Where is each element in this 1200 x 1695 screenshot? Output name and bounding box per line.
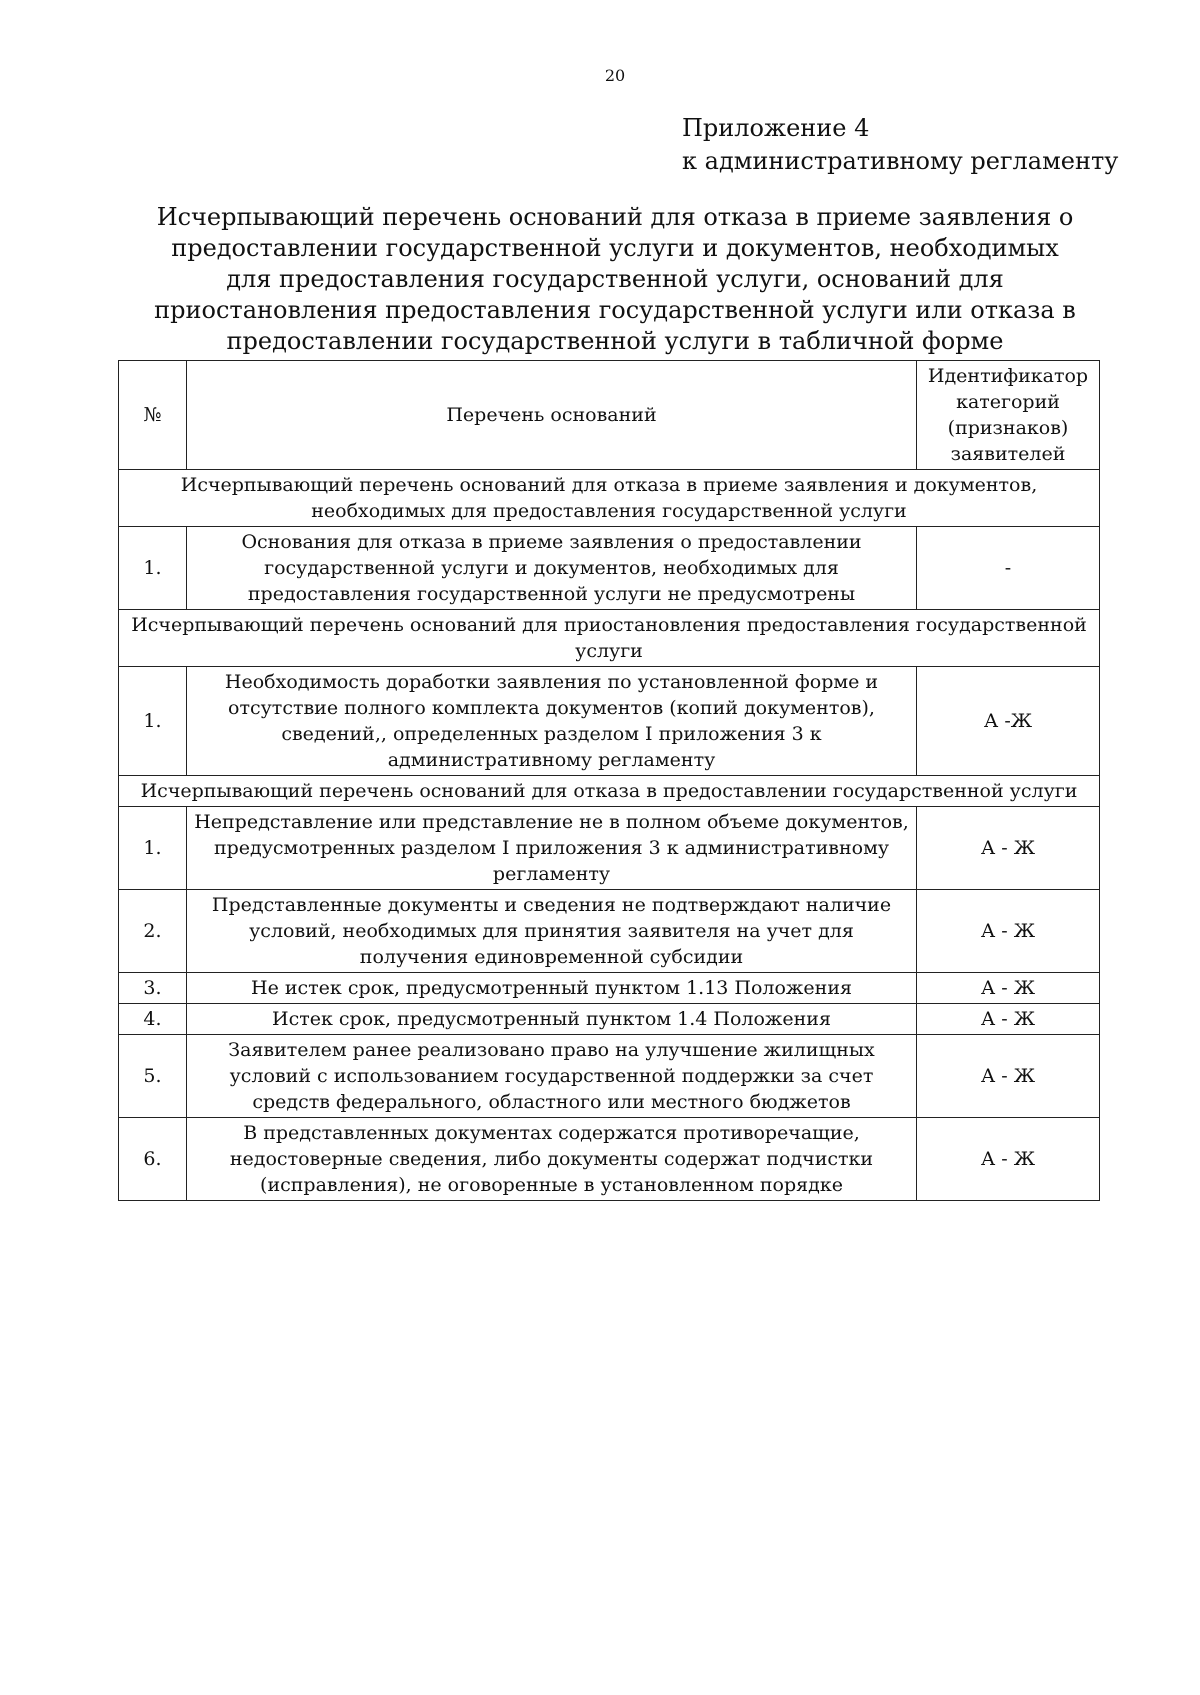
table-row bbox=[119, 1035, 1100, 1118]
row-num: 2. bbox=[119, 890, 187, 973]
header-identifier: Идентификатор категорий (признаков) заявителей bbox=[917, 361, 1100, 470]
section-title-row bbox=[119, 610, 1100, 667]
row-num: 6. bbox=[119, 1118, 187, 1201]
row-text: Не истек срок, предусмотренный пунктом 1.13 Положения bbox=[187, 973, 917, 1004]
table-row bbox=[119, 667, 1100, 776]
row-text: Истек срок, предусмотренный пунктом 1.4 Положения bbox=[187, 1004, 917, 1035]
row-num: 1. bbox=[119, 807, 187, 890]
row-text: Непредставление или представление не в полном объеме документов, предусмотренных разделом I приложения 3 к административному регламенту bbox=[187, 807, 917, 890]
header-reasons: Перечень оснований bbox=[187, 361, 917, 470]
row-text: Необходимость доработки заявления по установленной форме и отсутствие полного комплекта документов (копий документов), сведений,, определенных разделом I приложения 3 к административному регламенту bbox=[187, 667, 917, 776]
row-identifier: А -Ж bbox=[917, 667, 1100, 776]
page-number: 20 bbox=[604, 66, 626, 85]
table-row bbox=[119, 527, 1100, 610]
table-row bbox=[119, 1118, 1100, 1201]
header-num: № bbox=[119, 361, 187, 470]
appendix-line-1: Приложение 4 bbox=[682, 114, 870, 142]
section-title: Исчерпывающий перечень оснований для отказа в предоставлении государственной услуги bbox=[119, 776, 1100, 807]
table-row bbox=[119, 807, 1100, 890]
row-num: 3. bbox=[119, 973, 187, 1004]
row-text: Основания для отказа в приеме заявления о предоставлении государственной услуги и документов, необходимых для предоставления государственной услуги не предусмотрены bbox=[187, 527, 917, 610]
row-num: 4. bbox=[119, 1004, 187, 1035]
document-title: Исчерпывающий перечень оснований для отказа в приеме заявления о предоставлении государственной услуги и документов, необходимых для предоставления государственной услуги, оснований для приостановления предоставления государственной услуги или отказа в предоставлении государственной услуги в табличной форме bbox=[154, 203, 1076, 355]
section-title: Исчерпывающий перечень оснований для приостановления предоставления государственной услуги bbox=[119, 610, 1100, 667]
row-identifier: А - Ж bbox=[917, 1004, 1100, 1035]
table-row bbox=[119, 973, 1100, 1004]
row-num: 1. bbox=[119, 527, 187, 610]
row-identifier: А - Ж bbox=[917, 807, 1100, 890]
section-title: Исчерпывающий перечень оснований для отказа в приеме заявления и документов, необходимых для предоставления государственной услуги bbox=[119, 470, 1100, 527]
row-num: 5. bbox=[119, 1035, 187, 1118]
row-text: Представленные документы и сведения не подтверждают наличие условий, необходимых для принятия заявителя на учет для получения единовременной субсидии bbox=[187, 890, 917, 973]
table-header-row bbox=[119, 361, 1100, 470]
row-identifier: А - Ж bbox=[917, 1118, 1100, 1201]
section-title-row bbox=[119, 470, 1100, 527]
row-identifier: А - Ж bbox=[917, 973, 1100, 1004]
row-identifier: А - Ж bbox=[917, 1035, 1100, 1118]
row-num: 1. bbox=[119, 667, 187, 776]
reasons-table bbox=[118, 360, 1100, 1201]
appendix-line-2: к административному регламенту bbox=[682, 147, 1119, 175]
section-title-row bbox=[119, 776, 1100, 807]
row-identifier: А - Ж bbox=[917, 890, 1100, 973]
table-row bbox=[119, 1004, 1100, 1035]
row-text: Заявителем ранее реализовано право на улучшение жилищных условий с использованием государственной поддержки за счет средств федерального, областного или местного бюджетов bbox=[187, 1035, 917, 1118]
appendix-header bbox=[682, 112, 1118, 178]
table-row bbox=[119, 890, 1100, 973]
row-identifier: - bbox=[917, 527, 1100, 610]
row-text: В представленных документах содержатся противоречащие, недостоверные сведения, либо документы содержат подчистки (исправления), не оговоренные в установленном порядке bbox=[187, 1118, 917, 1201]
